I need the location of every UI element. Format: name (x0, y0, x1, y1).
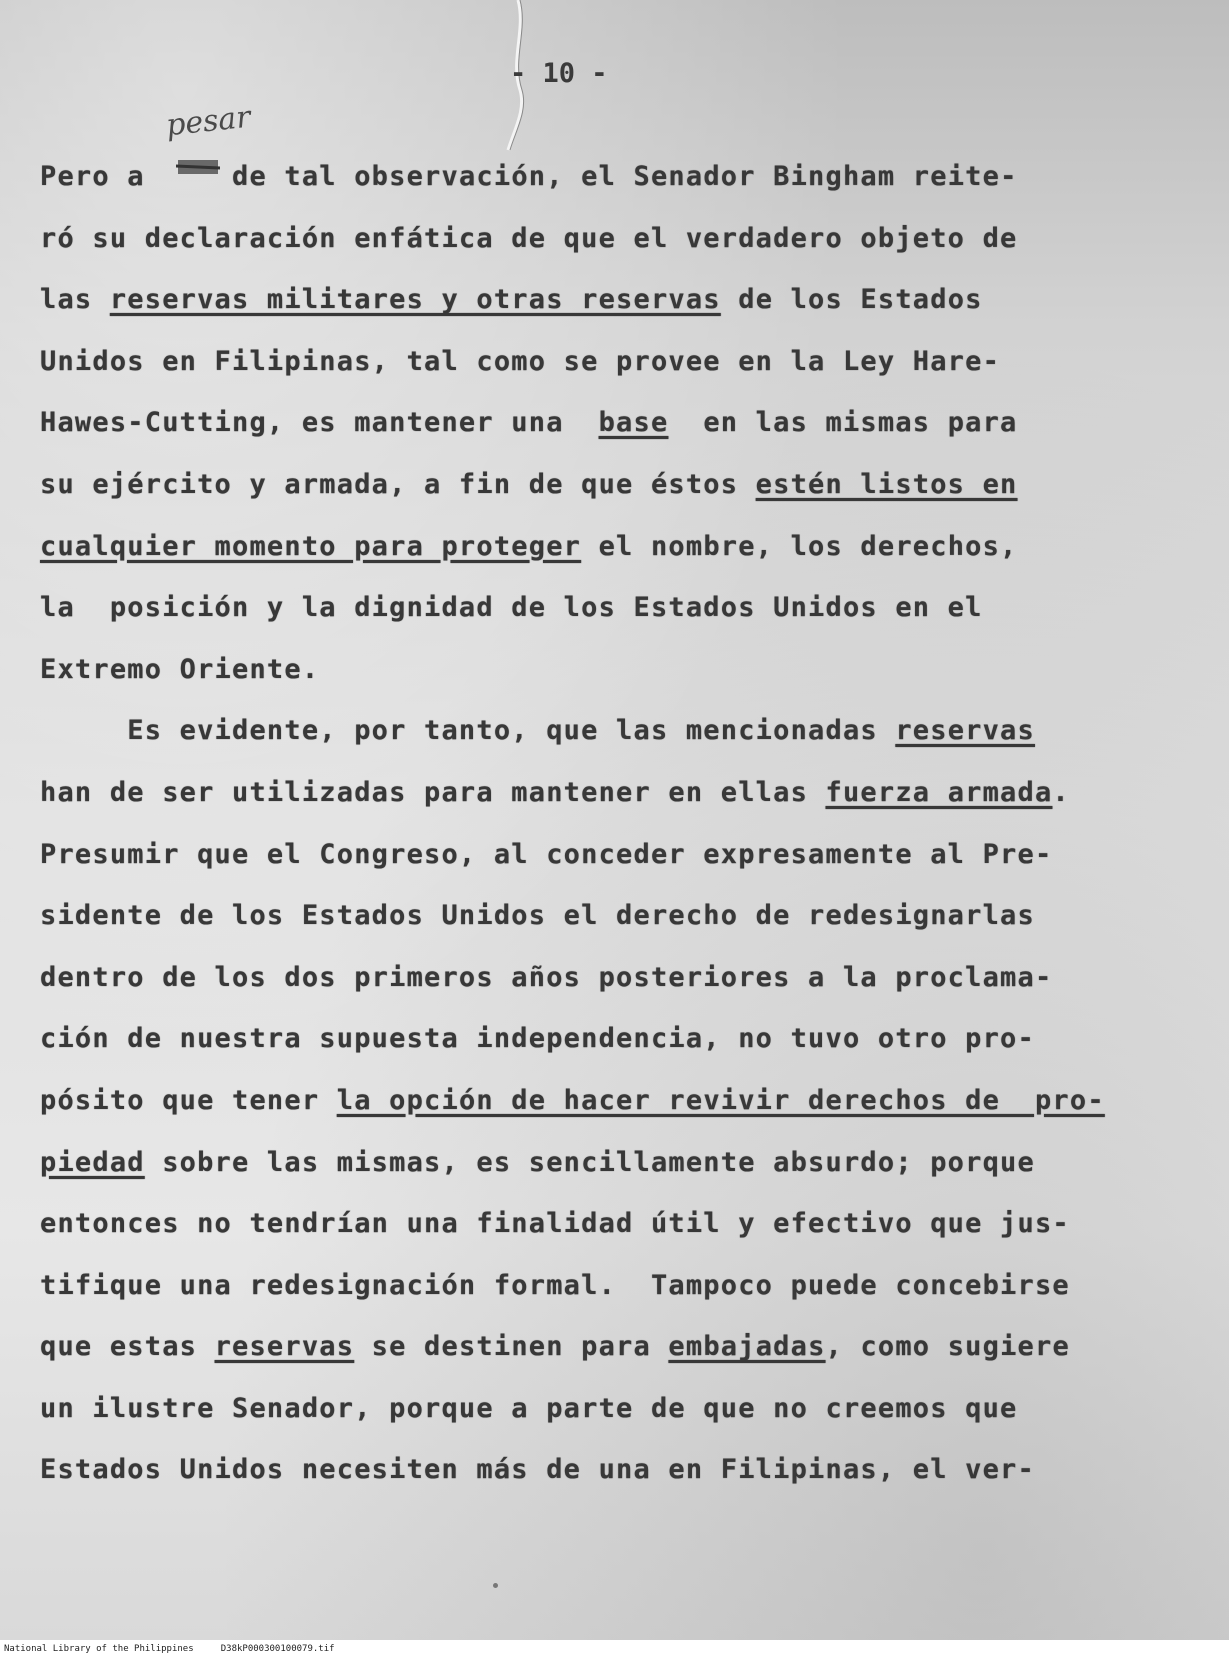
ink-speck (493, 1583, 498, 1588)
text-line (40, 1070, 1200, 1132)
text-line (40, 639, 1200, 701)
text-segment: . (1052, 776, 1070, 808)
text-segment: ción de nuestra supuesta independencia, no tuvo otro pro- (40, 1023, 1035, 1055)
handwritten-note: pesar (164, 99, 253, 144)
text-segment: Pero a (40, 161, 163, 192)
underlined-text: fuerza armada (825, 776, 1053, 808)
text-segment: sobre las mismas, es sencillamente absurdo; porque (144, 1146, 1035, 1178)
text-line (40, 516, 1200, 578)
underlined-text: reservas militares y otras reservas (109, 284, 721, 316)
text-segment: se destinen para (354, 1331, 669, 1363)
underlined-text: piedad (40, 1146, 145, 1178)
text-segment: Extremo Oriente. (40, 653, 320, 685)
page-number: - 10 - (510, 58, 608, 89)
text-segment: ró su declaración enfática de que el verdadero objeto de (40, 222, 1018, 254)
text-line (40, 1008, 1200, 1070)
text-segment: Es evidente, por tanto, que las mencionadas (40, 715, 896, 747)
text-segment: Presumir que el Congreso, al conceder expresamente al Pre- (40, 838, 1053, 870)
underlined-text: base (598, 407, 669, 439)
text-line (40, 208, 1200, 270)
text-segment (162, 161, 232, 192)
footer-file: D38kP000300100079.tif (220, 1644, 335, 1654)
text-segment: Hawes-Cutting, es mantener una (40, 407, 599, 439)
text-segment: entonces no tendrían una finalidad útil y efectivo que jus- (40, 1208, 1070, 1240)
text-line (40, 824, 1200, 886)
underlined-text: embajadas (668, 1331, 826, 1363)
body-text (40, 146, 1200, 1501)
text-line (40, 331, 1200, 393)
text-line (40, 146, 1200, 208)
underlined-text: reservas (895, 715, 1035, 747)
text-line (40, 762, 1200, 824)
text-line (40, 1132, 1200, 1194)
text-segment: pósito que tener (40, 1084, 337, 1116)
footer-library: National Library of the Philippines (4, 1644, 194, 1654)
text-segment: Estados Unidos necesiten más de una en Filipinas, el ver- (40, 1454, 1035, 1486)
text-segment: que estas (40, 1331, 215, 1363)
text-line (40, 392, 1200, 454)
text-line (40, 269, 1200, 331)
text-segment: sidente de los Estados Unidos el derecho de redesignarlas (40, 900, 1035, 932)
text-segment: , como sugiere (825, 1331, 1070, 1363)
text-line (40, 1378, 1200, 1440)
underlined-text: reservas (214, 1331, 355, 1363)
text-line (40, 1439, 1200, 1501)
archive-footer (0, 1640, 1229, 1658)
underlined-text: estén listos en (755, 468, 1018, 500)
underlined-text: la opción de hacer revivir derechos de pro- (336, 1084, 1105, 1116)
text-segment: en las mismas para (668, 407, 1018, 439)
text-segment: las (40, 284, 110, 316)
text-segment: su ejército y armada, a fin de que éstos (40, 468, 756, 500)
text-segment: un ilustre Senador, porque a parte de que no creemos que (40, 1392, 1018, 1424)
text-line (40, 1255, 1200, 1317)
text-segment: de los Estados (720, 284, 983, 316)
text-line (40, 454, 1200, 516)
text-segment: tifique una redesignación formal. Tampoco puede concebirse (40, 1269, 1070, 1301)
text-segment: la posición y la dignidad de los Estados Unidos en el (40, 592, 983, 624)
text-line (40, 885, 1200, 947)
text-line (40, 947, 1200, 1009)
text-line (40, 1316, 1200, 1378)
text-segment: el nombre, los derechos, (581, 530, 1018, 562)
text-line (40, 577, 1200, 639)
text-segment: dentro de los dos primeros años posteriores a la proclama- (40, 961, 1053, 993)
text-segment: han de ser utilizadas para mantener en ellas (40, 776, 826, 808)
text-line (40, 1193, 1200, 1255)
underlined-text: cualquier momento para proteger (40, 530, 582, 562)
text-segment: de tal observación, el Senador Bingham reite- (232, 161, 1018, 192)
text-segment: Unidos en Filipinas, tal como se provee en la Ley Hare- (40, 345, 1001, 377)
text-line (40, 700, 1200, 762)
